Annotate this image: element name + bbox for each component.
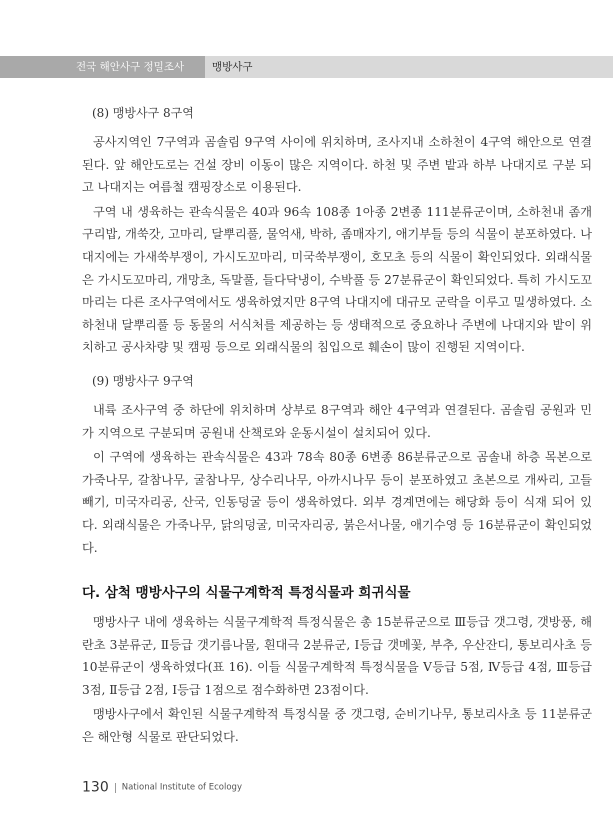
header-book-title: 전국 해안사구 정밀조사 <box>0 56 205 78</box>
footer-divider <box>115 783 116 793</box>
header-chapter-title: 맹방사구 <box>212 61 253 73</box>
section-da-paragraph-1: 맹방사구 내에 생육하는 식물구계학적 특정식물은 총 15분류군으로 Ⅲ등급 갯그령, 갯방풍, 해란초 3분류군, Ⅱ등급 갯기름나물, 흰대극 2분류군, Ⅰ등급 갯메꽃, 부추, 우산잔디, 통보리사초 등 10분류군이 생육하였다(표 16). 이들 식물구계학적 특정식물을 Ⅴ등급 5점, Ⅳ등급 4점, Ⅲ등급 3점, Ⅱ등급 2점, Ⅰ등급 1점으로 점수화하면 23점이다. <box>82 615 592 697</box>
footer-organization: National Institute of Ecology <box>121 782 242 793</box>
section-da-heading: 다. 삼척 맹방사구의 식물구계학적 특정식물과 희귀식물 <box>82 585 411 602</box>
page-footer <box>82 777 242 797</box>
section-8-paragraph-2: 구역 내 생육하는 관속식물은 40과 96속 108종 1아종 2변종 111분류군이며, 소하천내 좀개구리밥, 개쑥갓, 고마리, 달뿌리풀, 물억새, 박하, 좀매자기, 애기부들 등의 식물이 분포하였다. 나대지에는 가새쑥부쟁이, 가시도꼬마리, 미국쑥부쟁이, 호모초 등의 식물이 확인되었다. 외래식물은 가시도꼬마리, 개망초, 독말풀, 들다닥냉이, 수박풀 등 27분류군이 확인되었다. 특히 가시도꼬마리는 다른 조사구역에서도 생육하였지만 8구역 나대지에 대규모 군락을 이루고 밀생하였다. 소하천내 달뿌리풀 등 동물의 서식처를 제공하는 등 생태적으로 중요하나 주변에 나대지와 밭이 위치하고 공사차량 및 캠핑 등으로 외래식물의 침입으로 훼손이 많이 진행된 지역이다. <box>82 204 592 355</box>
section-9-paragraph-2: 이 구역에 생육하는 관속식물은 43과 78속 80종 6변종 86분류군으로 곰솔내 하층 목본으로 가죽나무, 갈참나무, 굴참나무, 상수리나무, 아까시나무 등이 분포하였고 초본으로 개싸리, 고들빼기, 미국자리공, 산국, 인동덩굴 등이 생육하였다. 외부 경계면에는 해당화 등이 식재 되어 있다. 외래식물은 가죽나무, 닭의덩굴, 미국자리공, 붉은서나물, 애기수영 등 16분류군이 확인되었다. <box>82 450 592 555</box>
section-8-heading: (8) 맹방사구 8구역 <box>92 106 194 120</box>
running-header <box>0 56 613 78</box>
page-number: 130 <box>82 779 109 796</box>
section-da-paragraph-2: 맹방사구에서 확인된 식물구계학적 특정식물 중 갯그령, 순비기나무, 통보리사초 등 11분류군은 해안형 식물로 판단되었다. <box>82 707 592 745</box>
page-body <box>82 103 592 751</box>
section-9-heading: (9) 맹방사구 9구역 <box>92 373 194 388</box>
section-9-paragraph-1: 내륙 조사구역 중 하단에 위치하며 상부로 8구역과 해안 4구역과 연결된다. 곰솔림 공원과 민가 지역으로 구분되며 공원내 산책로와 운동시설이 설치되어 있다. <box>82 402 592 440</box>
section-8-paragraph-1: 공사지역인 7구역과 곰솔림 9구역 사이에 위치하며, 조사지내 소하천이 4구역 해안으로 연결된다. 앞 해안도로는 건설 장비 이동이 많은 지역이다. 하천 및 주변 밭과 하부 나대지로 구분 되고 나대지는 여름철 캠핑장소로 이용된다. <box>82 135 592 195</box>
